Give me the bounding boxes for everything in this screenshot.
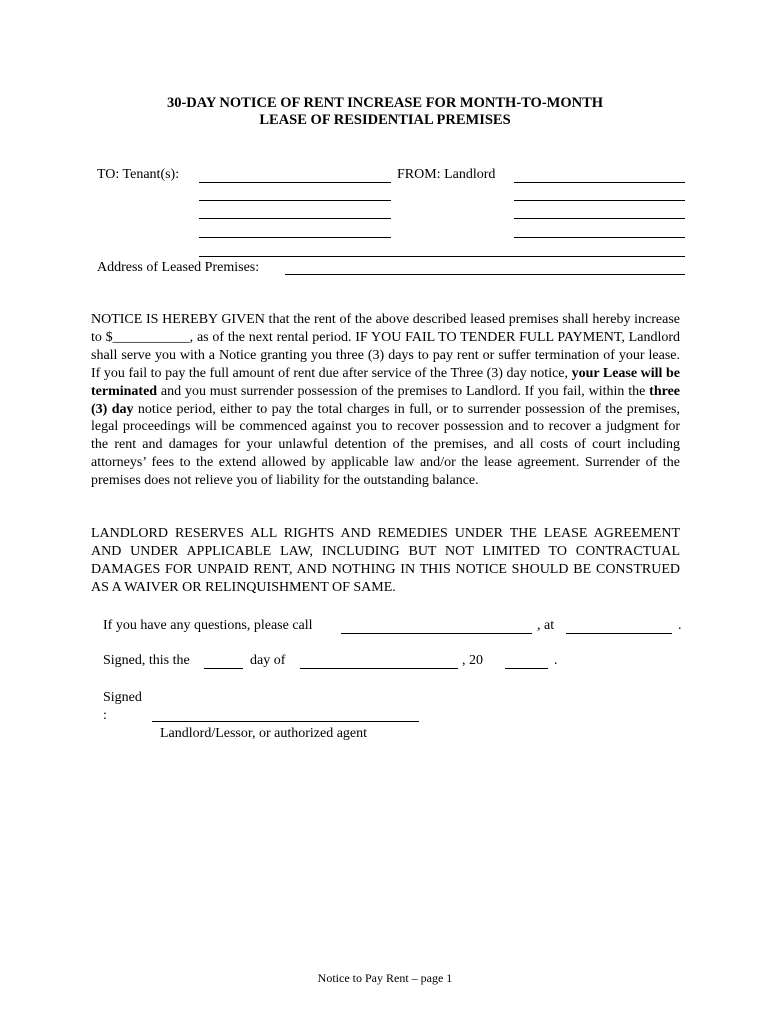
address-label: Address of Leased Premises: xyxy=(97,260,260,275)
signed-colon: : xyxy=(103,708,107,723)
tenant-name-line-3[interactable] xyxy=(199,218,391,219)
phone-name-field-line[interactable] xyxy=(341,633,532,634)
title-line-2: LEASE OF RESIDENTIAL PREMISES xyxy=(259,112,511,128)
signed-this-label: Signed, this the xyxy=(103,653,190,668)
questions-period: . xyxy=(678,618,682,633)
tenant-name-line-4[interactable] xyxy=(199,237,391,238)
date-period: . xyxy=(554,653,558,668)
signature-line[interactable] xyxy=(152,721,419,722)
address-field-line[interactable] xyxy=(285,274,685,275)
rights-paragraph: LANDLORD RESERVES ALL RIGHTS AND REMEDIES UNDER THE LEASE AGREEMENT AND UNDER APPLICABLE LAW, INCLUDING BUT NOT LIMITED TO CONTRACTUAL DAMAGES FOR UNPAID RENT, AND NOTHING IN THIS NOTICE SHOULD BE CONSTRUED AS A WAIVER OR RELINQUISHMENT OF SAME. xyxy=(91,526,680,595)
party-address-line[interactable] xyxy=(199,256,685,257)
signer-caption: Landlord/Lessor, or authorized agent xyxy=(160,726,368,741)
signed-label: Signed xyxy=(103,690,142,705)
notice-bold-terminated: your Lease will be terminated xyxy=(91,365,680,399)
from-landlord-label: FROM: Landlord xyxy=(397,167,496,182)
landlord-name-line-1[interactable] xyxy=(514,182,685,183)
tenant-name-line-1[interactable] xyxy=(199,182,391,183)
phone-number-field-line[interactable] xyxy=(566,633,672,634)
notice-text-c: notice period, either to pay the total charges in full, or to surrender possession of the premises, legal proceedings will be commenced against you to recover possession and to recover a judgment for the rent and damages for your unlawful detention of the premises, and all costs of court including attorneys’ fees to the extend allowed by applicable law and/or the lease agreement. Surrender of the premises does not relieve you of liability for the outstanding balance. xyxy=(91,401,680,489)
at-label: , at xyxy=(537,618,555,633)
year-prefix-label: , 20 xyxy=(462,653,483,668)
notice-paragraph xyxy=(91,311,680,490)
month-field-line[interactable] xyxy=(300,668,458,669)
tenant-name-line-2[interactable] xyxy=(199,200,391,201)
notice-text-a: NOTICE IS HEREBY GIVEN that the rent of the above described leased premises shall hereby increase to $___________, as of the next rental period. IF YOU FAIL TO TENDER FULL PAYMENT, Landlord shall serve you with a Notice granting you three (3) days to pay rent or suffer termination of your lease. If you fail to pay the full amount of rent due after service of the Three (3) day notice, xyxy=(91,312,680,381)
landlord-name-line-3[interactable] xyxy=(514,218,685,219)
landlord-name-line-4[interactable] xyxy=(514,237,685,238)
document-title xyxy=(0,95,770,129)
notice-text-b: and you must surrender possession of the premises to Landlord. If you fail, within the xyxy=(157,383,650,399)
notice-bold-three-day: three (3) day xyxy=(91,383,680,417)
day-field-line[interactable] xyxy=(204,668,243,669)
page-footer: Notice to Pay Rent – page 1 xyxy=(317,971,453,985)
questions-label: If you have any questions, please call xyxy=(103,618,313,633)
title-line-1: 30-DAY NOTICE OF RENT INCREASE FOR MONTH-TO-MONTH xyxy=(166,95,604,111)
landlord-name-line-2[interactable] xyxy=(514,200,685,201)
year-field-line[interactable] xyxy=(505,668,548,669)
day-of-label: day of xyxy=(250,653,286,668)
to-tenant-label: TO: Tenant(s): xyxy=(97,167,180,182)
